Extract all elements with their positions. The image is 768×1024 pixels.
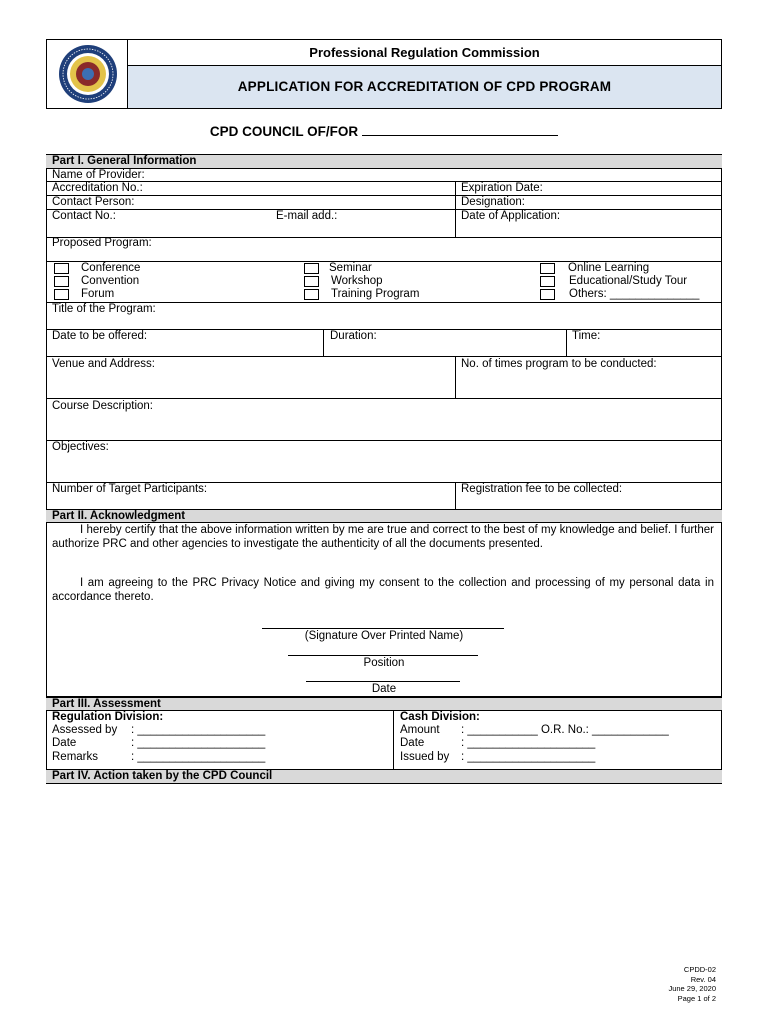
- title-of-program-label: Title of the Program:: [52, 303, 156, 315]
- target-participants-label: Number of Target Participants:: [52, 483, 208, 495]
- part1-heading: Part I. General Information: [46, 154, 722, 169]
- duration-label: Duration:: [330, 330, 377, 342]
- council-blank[interactable]: [362, 125, 558, 136]
- amount-label: Amount: [400, 724, 440, 736]
- venue-label: Venue and Address:: [52, 358, 155, 370]
- revision: Rev. 04: [690, 974, 716, 984]
- checkbox-training-program[interactable]: [304, 289, 319, 300]
- checkbox-convention[interactable]: [54, 276, 69, 287]
- cash-division-title: Cash Division:: [400, 711, 480, 723]
- remarks-label: Remarks: [52, 751, 99, 763]
- checkbox-others[interactable]: [540, 289, 555, 300]
- form-frame: [46, 154, 722, 697]
- times-conducted-label: No. of times program to be conducted:: [461, 358, 657, 370]
- issued-by-field[interactable]: : ____________________: [461, 751, 596, 763]
- date-label: Date: [371, 683, 397, 695]
- part2-heading: Part II. Acknowledgment: [46, 509, 722, 523]
- program-type-label: Educational/Study Tour: [569, 275, 688, 287]
- agency-name: Professional Regulation Commission: [128, 40, 721, 66]
- prc-seal-icon: [52, 44, 124, 104]
- cash-date-label: Date: [400, 737, 425, 749]
- regulation-date-field[interactable]: : ____________________: [131, 737, 266, 749]
- designation-label: Designation:: [461, 196, 525, 208]
- date-line[interactable]: [306, 681, 460, 682]
- signature-label: (Signature Over Printed Name): [304, 630, 464, 642]
- checkbox-online-learning[interactable]: [540, 263, 555, 274]
- position-line[interactable]: [288, 655, 478, 656]
- program-type-label: Convention: [81, 275, 140, 287]
- checkbox-seminar[interactable]: [304, 263, 319, 274]
- checkbox-conference[interactable]: [54, 263, 69, 274]
- program-type-label: Conference: [81, 262, 141, 274]
- remarks-field[interactable]: : ____________________: [131, 751, 266, 763]
- regulation-date-label: Date: [52, 737, 77, 749]
- amount-or-field[interactable]: : ___________ O.R. No.: ____________: [461, 724, 669, 736]
- proposed-program-label: Proposed Program:: [52, 237, 152, 249]
- checkbox-forum[interactable]: [54, 289, 69, 300]
- part4-heading: Part IV. Action taken by the CPD Council: [46, 769, 722, 784]
- acknowledgment-paragraph-2: I am agreeing to the PRC Privacy Notice and giving my consent to the collection and processing of my personal data in accordance thereto.: [52, 577, 714, 603]
- registration-fee-label: Registration fee to be collected:: [461, 483, 623, 495]
- revision-date: June 29, 2020: [668, 984, 716, 993]
- checkbox-educational-tour[interactable]: [540, 276, 555, 287]
- objectives-label: Objectives:: [52, 441, 109, 453]
- program-type-label: Others: ______________: [569, 288, 700, 300]
- form-header: [46, 39, 722, 109]
- contact-no-label: Contact No.:: [52, 210, 116, 222]
- assessed-by-field[interactable]: : ____________________: [131, 724, 266, 736]
- date-of-application-label: Date of Application:: [461, 210, 561, 222]
- signature-line[interactable]: [262, 628, 504, 629]
- form-footer: [600, 965, 716, 1003]
- position-label: Position: [363, 657, 405, 669]
- regulation-division-title: Regulation Division:: [52, 711, 164, 723]
- part3-heading: Part III. Assessment: [46, 697, 722, 711]
- issued-by-label: Issued by: [400, 751, 450, 763]
- expiration-date-label: Expiration Date:: [461, 182, 543, 194]
- cash-date-field[interactable]: : ____________________: [461, 737, 596, 749]
- council-line: [46, 124, 722, 139]
- council-label: CPD COUNCIL OF/FOR: [209, 124, 359, 139]
- date-to-be-offered-label: Date to be offered:: [52, 330, 148, 342]
- acknowledgment-paragraph-1: I hereby certify that the above information written by me are true and correct to the best of my knowledge and belief. I further authorize PRC and other agencies to investigate the authenticity of all the documents presented.: [52, 524, 714, 550]
- time-label: Time:: [572, 330, 601, 342]
- program-type-label: Workshop: [331, 275, 383, 287]
- page-number: Page 1 of 2: [677, 993, 716, 1003]
- form-title: APPLICATION FOR ACCREDITATION OF CPD PROGRAM: [128, 66, 721, 108]
- logo-cell: [47, 40, 128, 108]
- assessed-by-label: Assessed by: [52, 724, 118, 736]
- contact-person-label: Contact Person:: [52, 196, 135, 208]
- checkbox-workshop[interactable]: [304, 276, 319, 287]
- program-type-label: Seminar: [329, 262, 372, 274]
- name-of-provider-label: Name of Provider:: [52, 169, 145, 181]
- email-label: E-mail add.:: [276, 210, 338, 222]
- program-type-label: Online Learning: [568, 262, 650, 274]
- program-type-label: Forum: [81, 288, 115, 300]
- form-code: CPDD-02: [683, 965, 716, 974]
- program-type-label: Training Program: [331, 288, 420, 300]
- accreditation-no-label: Accreditation No.:: [52, 182, 143, 194]
- course-description-label: Course Description:: [52, 400, 153, 412]
